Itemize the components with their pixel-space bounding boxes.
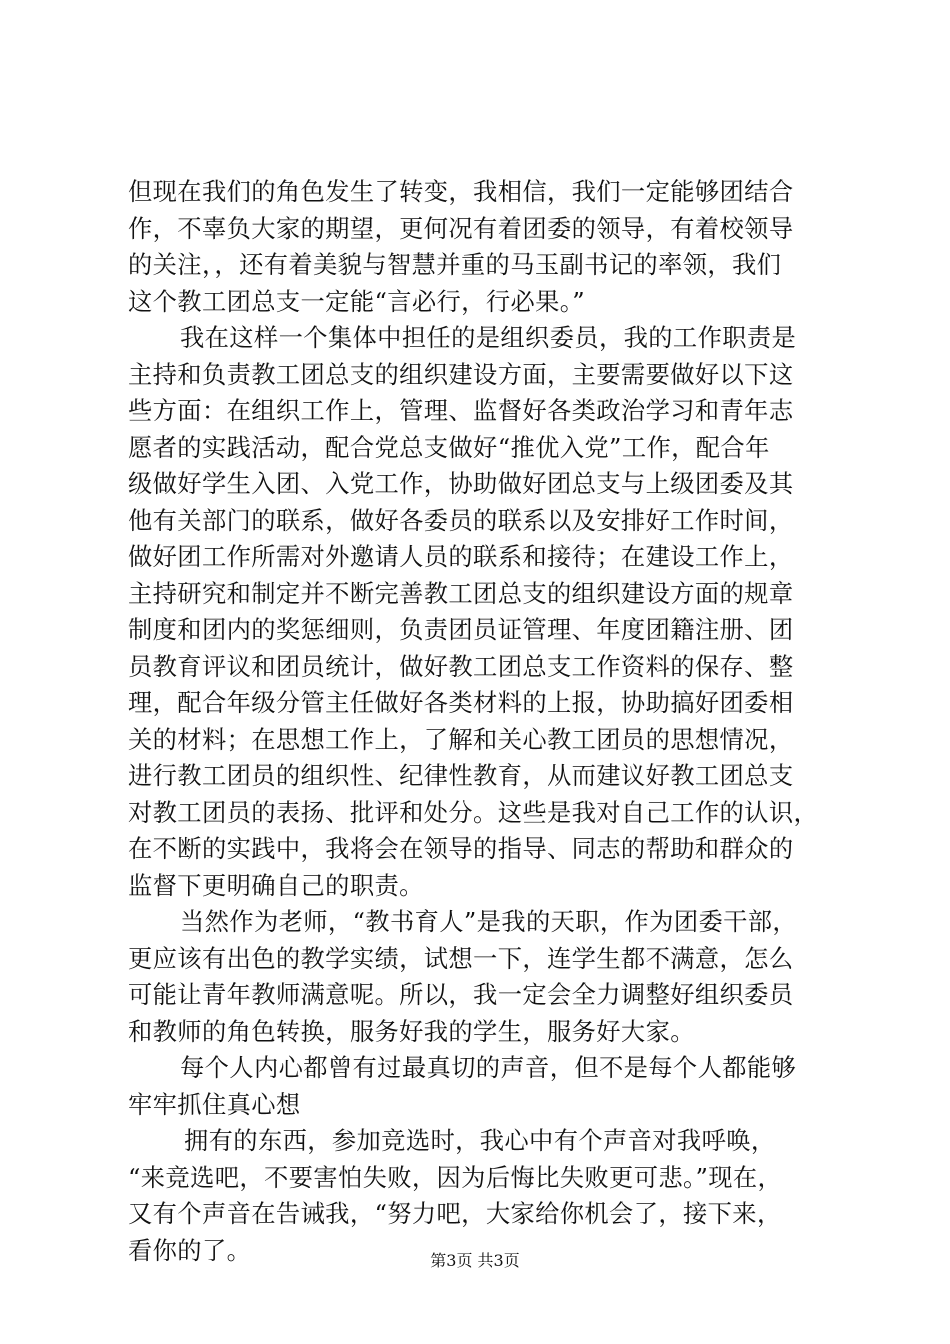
text-line: 主持研究和制定并不断完善教工团总支的组织建设方面的规章 xyxy=(128,578,794,608)
text-line: 对教工团员的表扬、批评和处分。这些是我对自己工作的认识， xyxy=(128,797,819,827)
text-line: 级做好学生入团、入党工作，协助做好团总支与上级团委及其 xyxy=(128,469,794,498)
text-line: 愿者的实践活动，配合党总支做好“推优入党”工作，配合年 xyxy=(128,432,770,462)
text-line: 又有个声音在告诫我，“努力吧，大家给你机会了，接下来， xyxy=(128,1199,782,1228)
document-body xyxy=(128,174,828,1269)
text-line: 牢牢抓住真心想 xyxy=(128,1089,301,1119)
paragraph-start-line: 每个人内心都曾有过最真切的声音，但不是每个人都能够 xyxy=(180,1053,797,1082)
text-line: “来竞选吧，不要害怕失败，因为后悔比失败更可悲。”现在， xyxy=(128,1162,783,1192)
text-line: 这个教工团总支一定能“言必行，行必果。” xyxy=(128,286,586,316)
text-line: 进行教工团员的组织性、纪律性教育，从而建议好教工团总支 xyxy=(128,761,794,790)
text-line: 做好团工作所需对外邀请人员的联系和接待；在建设工作上， xyxy=(128,542,794,571)
text-line: 但现在我们的角色发生了转变，我相信，我们一定能够团结合 xyxy=(128,177,794,206)
text-line: 看你的了。 xyxy=(128,1235,252,1265)
page-number-label: 第3页 共3页 xyxy=(430,1251,520,1270)
text-line: 可能让青年教师满意呢。所以，我一定会全力调整好组织委员 xyxy=(128,980,794,1009)
text-line: 理，配合年级分管主任做好各类材料的上报，协助搞好团委相 xyxy=(128,688,794,717)
text-line: 主持和负责教工团总支的组织建设方面，主要需要做好以下这 xyxy=(128,359,794,389)
text-line: 监督下更明确自己的职责。 xyxy=(128,870,424,900)
text-line: 员教育评议和团员统计，做好教工团总支工作资料的保存、整 xyxy=(128,651,794,681)
text-line: 他有关部门的联系，做好各委员的联系以及安排好工作时间， xyxy=(128,505,794,535)
text-line: 和教师的角色转换，服务好我的学生，服务好大家。 xyxy=(128,1016,695,1046)
text-line: 制度和团内的奖惩细则，负责团员证管理、年度团籍注册、团 xyxy=(128,615,794,644)
paragraph-start-line: 当然作为老师，“教书育人”是我的天职，作为团委干部， xyxy=(180,907,798,936)
text-line: 的关注，，还有着美貌与智慧并重的马玉副书记的率领，我们 xyxy=(128,250,782,279)
text-line: 在不断的实践中，我将会在领导的指导、同志的帮助和群众的 xyxy=(128,834,794,863)
paragraph-start-line: 拥有的东西，参加竞选时，我心中有个声音对我呼唤， xyxy=(184,1126,776,1155)
paragraph-start-line: 我在这样一个集体中担任的是组织委员，我的工作职责是 xyxy=(180,323,797,352)
page-footer xyxy=(0,1251,950,1271)
text-line: 更应该有出色的教学实绩，试想一下，连学生都不满意，怎么 xyxy=(128,943,794,973)
text-line: 些方面：在组织工作上，管理、监督好各类政治学习和青年志 xyxy=(128,396,794,425)
text-line: 作，不辜负大家的期望，更何况有着团委的领导，有着校领导 xyxy=(128,213,794,243)
text-line: 关的材料；在思想工作上，了解和关心教工团员的思想情况， xyxy=(128,724,794,754)
